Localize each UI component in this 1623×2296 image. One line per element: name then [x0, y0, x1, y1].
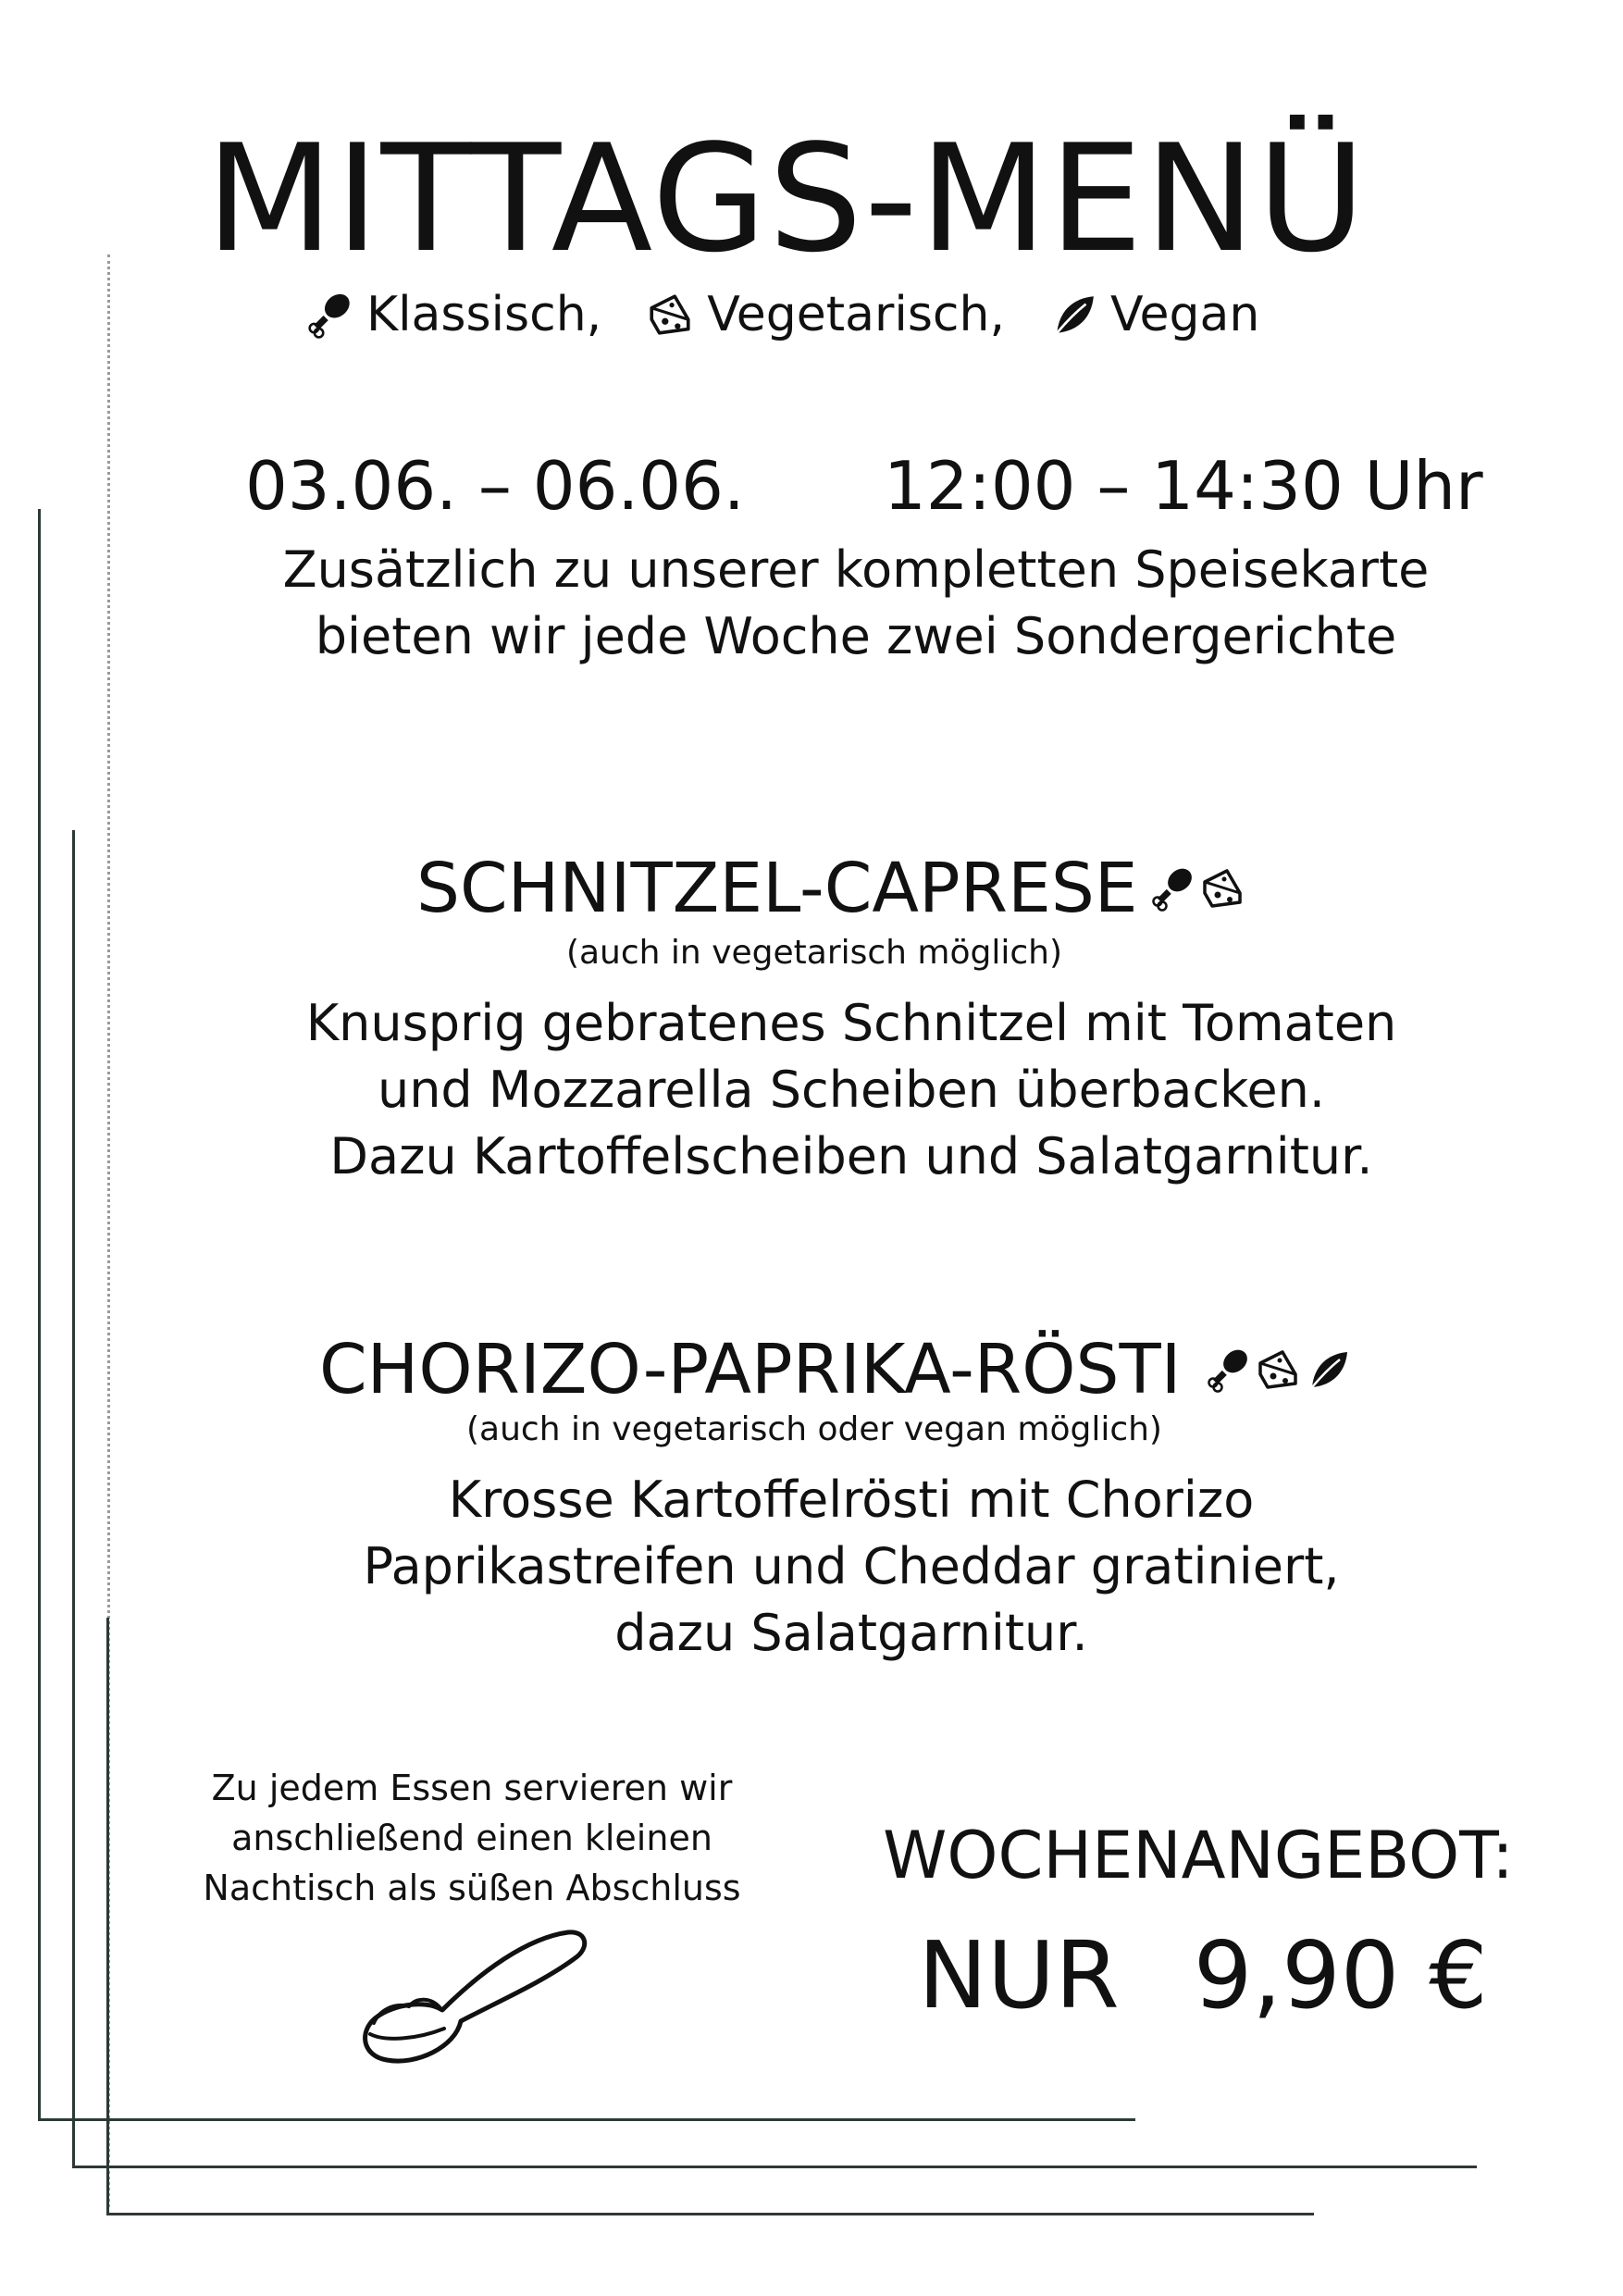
dish-description: Knusprig gebratenes Schnitzel mit Tomaten und Mozzarella Scheiben überbacken. Dazu Kartoffelscheiben und Salatgarnitur.: [305, 994, 1397, 1185]
legend-item-vegetarian: [646, 287, 1005, 342]
legend-item-vegan: [1049, 287, 1259, 342]
legend-item-classic: [305, 287, 601, 342]
drumstick-icon: [305, 291, 353, 339]
dish-name-roesti: CHORIZO-PAPRIKA-RÖSTI: [319, 1330, 1182, 1409]
frame-line-vertical-3: [106, 1618, 109, 2215]
cheese-icon: [1199, 865, 1245, 912]
dish-diet-icons: [1146, 865, 1245, 912]
dessert-note: Zu jedem Essen servieren wir anschließend einen kleinen Nachtisch als süßen Abschluss: [203, 1768, 741, 1908]
cheese-icon: [1255, 1347, 1301, 1393]
legend-label-vegetarian: Vegetarisch,: [707, 287, 1005, 342]
legend-label-classic: Klassisch,: [366, 287, 602, 342]
dish-title: [416, 847, 1245, 930]
frame-line-horizontal-3: [106, 2213, 1314, 2215]
spoon-icon: [352, 1925, 592, 2073]
legend-label-vegan: Vegan: [1110, 287, 1260, 342]
leaf-icon: [1049, 291, 1097, 339]
dish-description: Krosse Kartoffelrösti mit Chorizo Paprikastreifen und Cheddar gratiniert, dazu Salatgarnitur.: [363, 1471, 1340, 1662]
dish-diet-icons: [1201, 1347, 1351, 1393]
price-prefix: NUR: [918, 1921, 1120, 2029]
leaf-icon: [1305, 1347, 1351, 1393]
dish-note: (auch in vegetarisch oder vegan möglich): [466, 1410, 1162, 1448]
diet-legend: [305, 278, 1304, 352]
weekly-offer-label: WOCHENANGEBOT:: [883, 1818, 1514, 1893]
dish-note: (auch in vegetarisch möglich): [565, 934, 1063, 972]
dish-name-schnitzel: SCHNITZEL-CAPRESE: [416, 849, 1138, 928]
frame-line-horizontal-1: [38, 2118, 1135, 2121]
opening-hours: 12:00 – 14:30 Uhr: [884, 447, 1483, 525]
intro-text: Zusätzlich zu unserer kompletten Speisekarte bieten wir jede Woche zwei Sondergerichte: [282, 540, 1430, 665]
price-value: 9,90 €: [1193, 1921, 1488, 2029]
date-range: 03.06. – 06.06.: [245, 447, 745, 525]
page-title: MITTAGS-MENÜ: [205, 112, 1368, 285]
dish-title: [319, 1328, 1351, 1411]
weekly-offer-price: [888, 1920, 1518, 2031]
cheese-icon: [646, 291, 694, 339]
frame-line-horizontal-2: [72, 2166, 1477, 2168]
drumstick-icon: [1205, 1347, 1251, 1393]
frame-line-vertical-1: [38, 509, 41, 2121]
drumstick-icon: [1149, 865, 1196, 912]
